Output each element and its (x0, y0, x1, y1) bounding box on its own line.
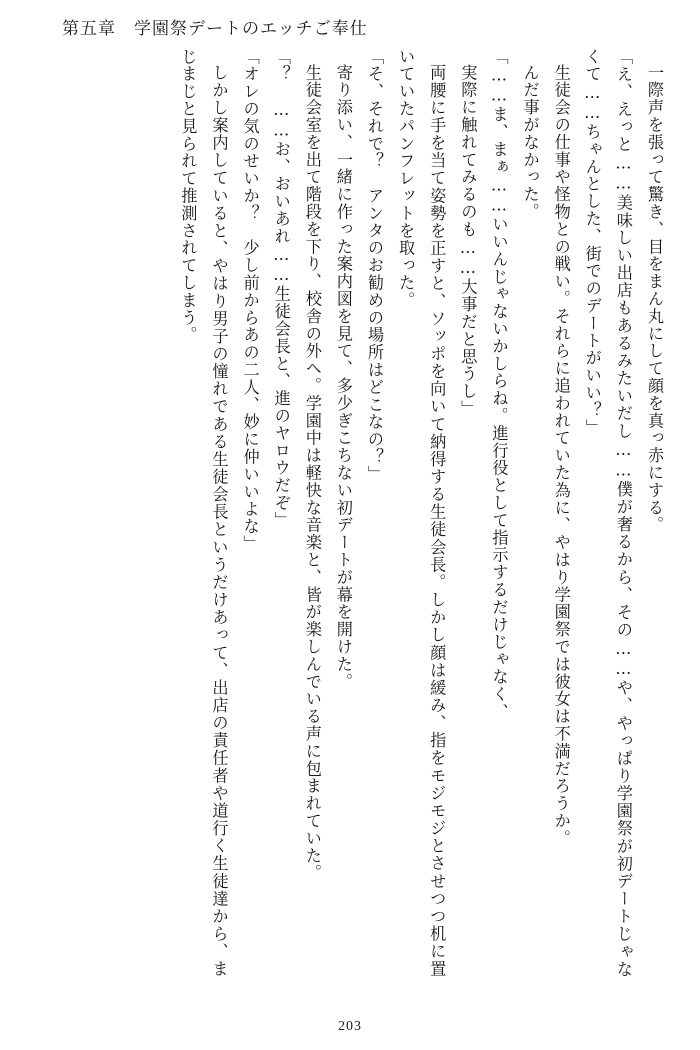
paragraph: 「……ま、まぁ……いいんじゃないかしらね。進行役として指示するだけじゃなく、 (489, 48, 509, 721)
page-header (26, 14, 674, 48)
chapter-title: 第五章 学園祭デートのエッチご奉仕 (62, 19, 368, 39)
page-footer (26, 1014, 674, 1040)
paragraph: 一際声を張って驚き、目をまん丸にして顔を真っ赤にする。 (645, 64, 664, 534)
vertical-text-block (26, 48, 670, 978)
paragraph: 「え、えっと……美味しい出店もあるみたいだし……僕が奢るから、その……や、やっぱり学園祭が初デートじゃなくて……ちゃんとした、街でのデートがいい？」 (582, 48, 633, 978)
paragraph: 実際に触れてみるのも……大事だと思うし」 (458, 64, 478, 418)
paragraph: 生徒会の仕事や怪物との戦い。それらに追われていた為に、やはり学園祭では彼女は不満だろうか。 (551, 64, 571, 848)
page-number: 203 (338, 1019, 362, 1034)
paragraph: 両腰に手を当て姿勢を正すと、ソッポを向いて納得する生徒会長。しかし顔は緩み、指をモジモジとさせつつ机に置いていたパンフレットを取った。 (396, 48, 447, 978)
paragraph: しかし案内していると、やはり男子の憧れである生徒会長というだけあって、出店の責任者や道行く生徒達から、まじまじと見られて推測されてしまう。 (178, 48, 229, 978)
paragraph: 「？ ……お、おいあれ……生徒会長と、進のヤロウだぞ」 (271, 48, 291, 529)
paragraph: 「オレの気のせいか？ 少し前からあの二人、妙に仲いいよな」 (240, 48, 260, 553)
paragraph: 生徒会室を出て階段を下り、校舎の外へ。学園中は軽快な音楽と、皆が楽しんでいる声に包まれていた。 (302, 64, 322, 882)
paragraph: 「そ、それで？ アンタのお勧めの場所はどこなの？」 (365, 48, 385, 483)
page-body (26, 48, 674, 1014)
paragraph: 寄り添い、一緒に作った案内図を見て、多少ぎこちない初デートが幕を開けた。 (333, 64, 353, 691)
paragraph: んだ事がなかった。 (520, 64, 540, 221)
